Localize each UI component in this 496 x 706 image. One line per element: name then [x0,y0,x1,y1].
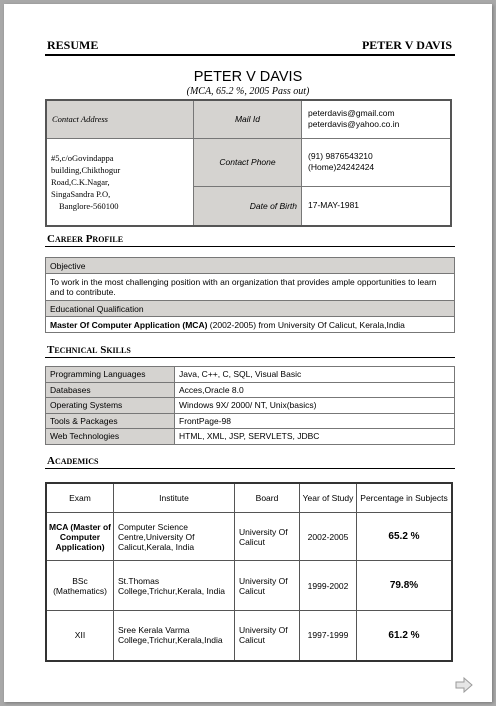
candidate-subtitle: (MCA, 65.2 %, 2005 Pass out) [186,86,310,97]
year-cell: 1997-1999 [300,611,357,661]
col-percentage: Percentage in Subjects [357,483,453,513]
institute-cell: St.Thomas College,Trichur,Kerala, India [114,561,235,611]
arrow-right-icon[interactable] [454,676,474,699]
address-line: Road,C.K.Nagar, [51,176,110,187]
skill-value: HTML, XML, JSP, SERVLETS, JDBC [175,429,455,445]
skill-category: Operating Systems [46,398,175,414]
contact-table [45,99,452,227]
board-cell: University Of Calicut [235,561,300,611]
mail-values [302,100,452,138]
career-profile-heading: Career Profile [45,233,455,247]
phone-1: (91) 9876543210 [308,151,373,161]
academics-heading: Academics [45,455,455,469]
skill-category: Web Technologies [46,429,175,445]
skill-value: Acces,Oracle 8.0 [175,382,455,398]
institute-cell: Computer Science Centre,University Of Calicut,Kerala, India [114,513,235,561]
skill-value: Java, C++, C, SQL, Visual Basic [175,367,455,383]
education-detail [46,317,455,333]
exam-cell: XII [46,611,114,661]
objective-text: To work in the most challenging position with an organization that provides ample opportunities to learn and to contribute. [46,274,455,301]
phone-values [302,138,452,186]
percentage-cell: 65.2 % [357,513,453,561]
mail-2: peterdavis@yahoo.co.in [308,119,400,130]
dob-label: Date of Birth [194,186,302,226]
skill-category: Programming Languages [46,367,175,383]
percentage-cell: 79.8% [357,561,453,611]
address-line: Banglore-560100 [59,200,119,211]
mail-label: Mail Id [194,100,302,138]
resume-header [45,37,455,56]
exam-cell: MCA (Master of Computer Application) [46,513,114,561]
exam-cell: BSc (Mathematics) [46,561,114,611]
col-institute: Institute [114,483,235,513]
year-cell: 1999-2002 [300,561,357,611]
candidate-name: PETER V DAVIS [193,69,303,85]
skill-value: FrontPage-98 [175,413,455,429]
address-line: #5,c/oGovindappa [51,152,114,163]
skill-value: Windows 9X/ 2000/ NT, Unix(basics) [175,398,455,414]
dob-value: 17-MAY-1981 [302,186,452,226]
phone-2: (Home)24242424 [308,162,375,172]
skill-category: Databases [46,382,175,398]
skill-category: Tools & Packages [46,413,175,429]
education-degree: Master Of Computer Application (MCA) [50,319,208,330]
percentage-cell: 61.2 % [357,611,453,661]
career-table [45,257,455,333]
academics-table [45,482,453,662]
objective-label: Objective [46,258,455,274]
education-label: Educational Qualification [46,301,455,317]
education-rest: (2002-2005) from University Of Calicut, Kerala,India [207,319,405,330]
phone-label: Contact Phone [194,138,302,186]
technical-skills-heading: Technical Skills [45,344,455,358]
board-cell: University Of Calicut [235,611,300,661]
institute-cell: Sree Kerala Varma College,Trichur,Kerala,India [114,611,235,661]
year-cell: 2002-2005 [300,513,357,561]
address-line: building,Chikthogur [51,164,121,175]
col-exam: Exam [46,483,114,513]
contact-address-label: Contact Address [46,100,194,138]
header-left: RESUME [47,38,99,52]
address-line: SingaSandra P.O, [51,188,111,199]
technical-skills-table [45,366,455,445]
resume-page [4,4,492,702]
contact-address [46,138,194,226]
mail-1: peterdavis@gmail.com [308,108,395,119]
board-cell: University Of Calicut [235,513,300,561]
col-board: Board [235,483,300,513]
col-year: Year of Study [300,483,357,513]
header-right: PETER V DAVIS [361,38,452,52]
